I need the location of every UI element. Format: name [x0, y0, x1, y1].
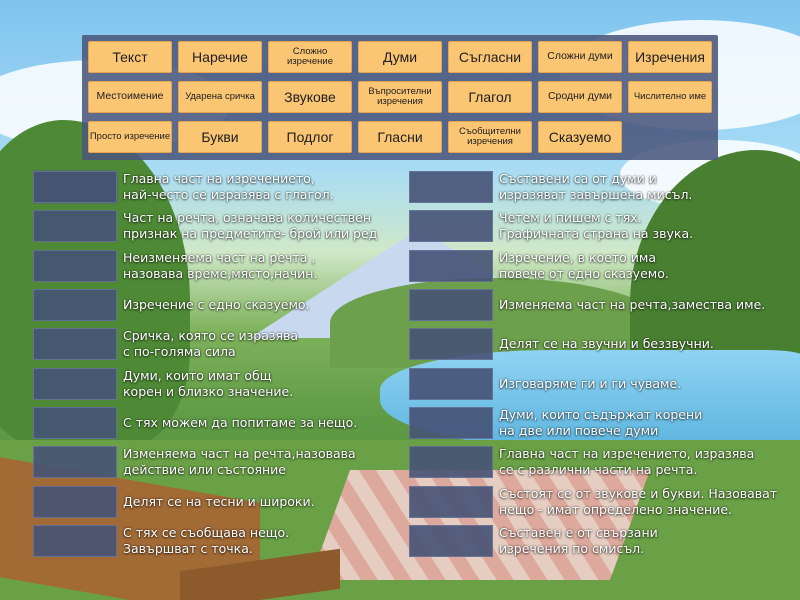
word-tile[interactable]: Просто изречение — [88, 121, 172, 153]
word-tile[interactable]: Числително име — [628, 81, 712, 113]
word-tile[interactable]: Сродни думи — [538, 81, 622, 113]
answer-drop-slot[interactable] — [409, 289, 493, 321]
word-tile[interactable]: Гласни — [358, 121, 442, 153]
word-tile[interactable]: Сказуемо — [538, 121, 622, 153]
answer-drop-slot[interactable] — [409, 446, 493, 478]
answer-drop-slot[interactable] — [409, 407, 493, 439]
clue-text: Част на речта, означава количествен признак на предметите- брой или ред — [123, 210, 378, 241]
word-tile-board — [82, 35, 718, 160]
word-tile[interactable]: Подлог — [268, 121, 352, 153]
word-tile[interactable]: Глагол — [448, 81, 532, 113]
clue-text: Изречение, в което има повече от едно сказуемо. — [499, 250, 669, 281]
answer-drop-slot[interactable] — [409, 525, 493, 557]
answer-drop-slot[interactable] — [409, 250, 493, 282]
clue-text: С тях се съобщава нещо. Завършват с точка. — [123, 525, 290, 556]
word-tile[interactable]: Съгласни — [448, 41, 532, 73]
answer-drop-slot[interactable] — [33, 525, 117, 557]
clue-text: Четем и пишем с тях. Графичната страна на звука. — [499, 210, 694, 241]
word-tile[interactable]: Съобщителни изречения — [448, 121, 532, 153]
word-tile[interactable]: Сложни думи — [538, 41, 622, 73]
answer-drop-slot[interactable] — [409, 210, 493, 242]
answer-drop-slot[interactable] — [33, 368, 117, 400]
answer-drop-slot[interactable] — [33, 171, 117, 203]
word-tile[interactable]: Изречения — [628, 41, 712, 73]
clue-text: Главна част на изречението, най-често се изразява с глагол. — [123, 171, 334, 202]
answer-drop-slot[interactable] — [409, 486, 493, 518]
word-tile[interactable]: Наречие — [178, 41, 262, 73]
clue-text: С тях можем да попитаме за нещо. — [123, 415, 358, 431]
word-tile[interactable]: Думи — [358, 41, 442, 73]
word-tile[interactable]: Ударена сричка — [178, 81, 262, 113]
clue-text: Изменяема част на речта,замества име. — [499, 297, 766, 313]
answer-drop-slot[interactable] — [409, 368, 493, 400]
answer-drop-slot[interactable] — [33, 486, 117, 518]
clue-text: Делят се на звучни и беззвучни. — [499, 336, 714, 352]
word-tile[interactable]: Сложно изречение — [268, 41, 352, 73]
clue-text: Думи, които съдържат корени на две или повече думи — [499, 407, 703, 438]
answer-drop-slot[interactable] — [33, 250, 117, 282]
word-tile[interactable]: Въпросителни изречения — [358, 81, 442, 113]
answer-drop-slot[interactable] — [33, 407, 117, 439]
word-tile[interactable]: Звукове — [268, 81, 352, 113]
clue-text: Изречение с едно сказуемо. — [123, 297, 310, 313]
clue-text: Неизменяема част на речта , назовава време,място,начин. — [123, 250, 318, 281]
clue-text: Сричка, която се изразява с по-голяма сила — [123, 328, 299, 359]
word-tile[interactable]: Букви — [178, 121, 262, 153]
answer-drop-slot[interactable] — [409, 328, 493, 360]
clue-text: Главна част на изречението, изразява се с различни части на речта. — [499, 446, 755, 477]
clue-text: Думи, които имат общ корен и близко значение. — [123, 368, 294, 399]
answer-drop-slot[interactable] — [33, 289, 117, 321]
answer-drop-slot[interactable] — [409, 171, 493, 203]
answer-drop-slot[interactable] — [33, 328, 117, 360]
clue-text: Изменяема част на речта,назовава действие или състояние — [123, 446, 356, 477]
word-tile[interactable]: Текст — [88, 41, 172, 73]
clue-text: Изговаряме ги и ги чуваме. — [499, 376, 682, 392]
clue-text: Съставен е от свързани изречения по смисъл. — [499, 525, 658, 556]
answer-drop-slot[interactable] — [33, 210, 117, 242]
answer-drop-slot[interactable] — [33, 446, 117, 478]
word-tile[interactable]: Местоимение — [88, 81, 172, 113]
clue-text: Състоят се от звукове и букви. Назовават нещо - имат определено значение. — [499, 486, 778, 517]
clue-text: Делят се на тесни и широки. — [123, 494, 315, 510]
clue-text: Съставени са от думи и изразяват завършена мисъл. — [499, 171, 693, 202]
